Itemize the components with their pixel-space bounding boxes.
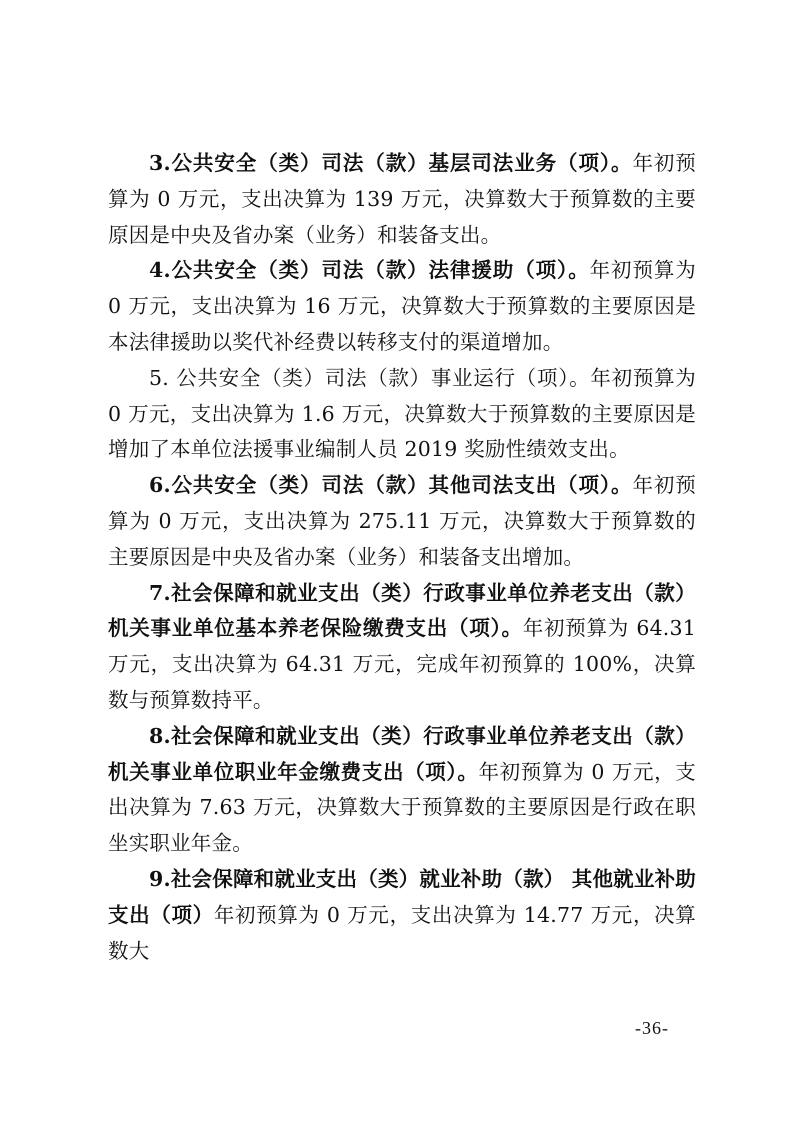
page-number: -36- <box>635 1018 669 1038</box>
paragraph-item-6 <box>108 468 696 575</box>
document-body <box>108 146 696 969</box>
paragraph-heading: 8.社会保障和就业支出（类）行政事业单位养老支出（款）机关事业单位职业年金缴费支出（项）。 <box>108 723 696 784</box>
paragraph-text: 年初预算为 0 万元，支出决算为 7.63 万元，决算数大于预算数的主要原因是行政在职坐实职业年金。 <box>108 759 696 856</box>
paragraph-text: 年初预算为 0 万元，支出决算为 275.11 万元，决算数大于预算数的主要原因是中央及省办案（业务）和装备支出增加。 <box>108 473 696 569</box>
paragraph-heading: 4.公共安全（类）司法（款）法律援助（项）。 <box>149 258 590 283</box>
paragraph-item-3 <box>108 146 696 253</box>
paragraph-text: 年初预算为 64.31 万元，支出决算为 64.31 万元，完成年初预算的 100%，决算数与预算数持平。 <box>108 616 697 712</box>
paragraph-item-7 <box>108 576 696 719</box>
paragraph-text: 年初预算为 0 万元，支出决算为 16 万元，决算数大于预算数的主要原因是本法律援助以奖代补经费以转移支付的渠道增加。 <box>108 258 696 354</box>
paragraph-heading: 9.社会保障和就业支出（类）就业补助（款） 其他就业补助支出（项） <box>108 866 696 927</box>
paragraph-heading: 6.公共安全（类）司法（款）其他司法支出（项）。 <box>149 473 633 498</box>
paragraph-text: 5. 公共安全（类）司法（款）事业运行（项）。年初预算为 0 万元，支出决算为 1.6 万元，决算数大于预算数的主要原因是增加了本单位法援事业编制人员 2019 奖励性绩效支出。 <box>108 365 696 462</box>
paragraph-heading: 3.公共安全（类）司法（款）基层司法业务（项）。 <box>149 151 633 175</box>
paragraph-item-9 <box>108 862 696 969</box>
paragraph-heading: 7.社会保障和就业支出（类）行政事业单位养老支出（款）机关事业单位基本养老保险缴费支出（项）。 <box>108 580 696 641</box>
paragraph-item-8 <box>108 719 696 862</box>
paragraph-item-4 <box>108 253 696 360</box>
paragraph-item-5 <box>108 361 696 468</box>
paragraph-text: 年初预算为 0 万元，支出决算为 139 万元，决算数大于预算数的主要原因是中央及省办案（业务）和装备支出。 <box>108 151 696 247</box>
paragraph-text: 年初预算为 0 万元，支出决算为 14.77 万元，决算数大 <box>108 902 696 963</box>
